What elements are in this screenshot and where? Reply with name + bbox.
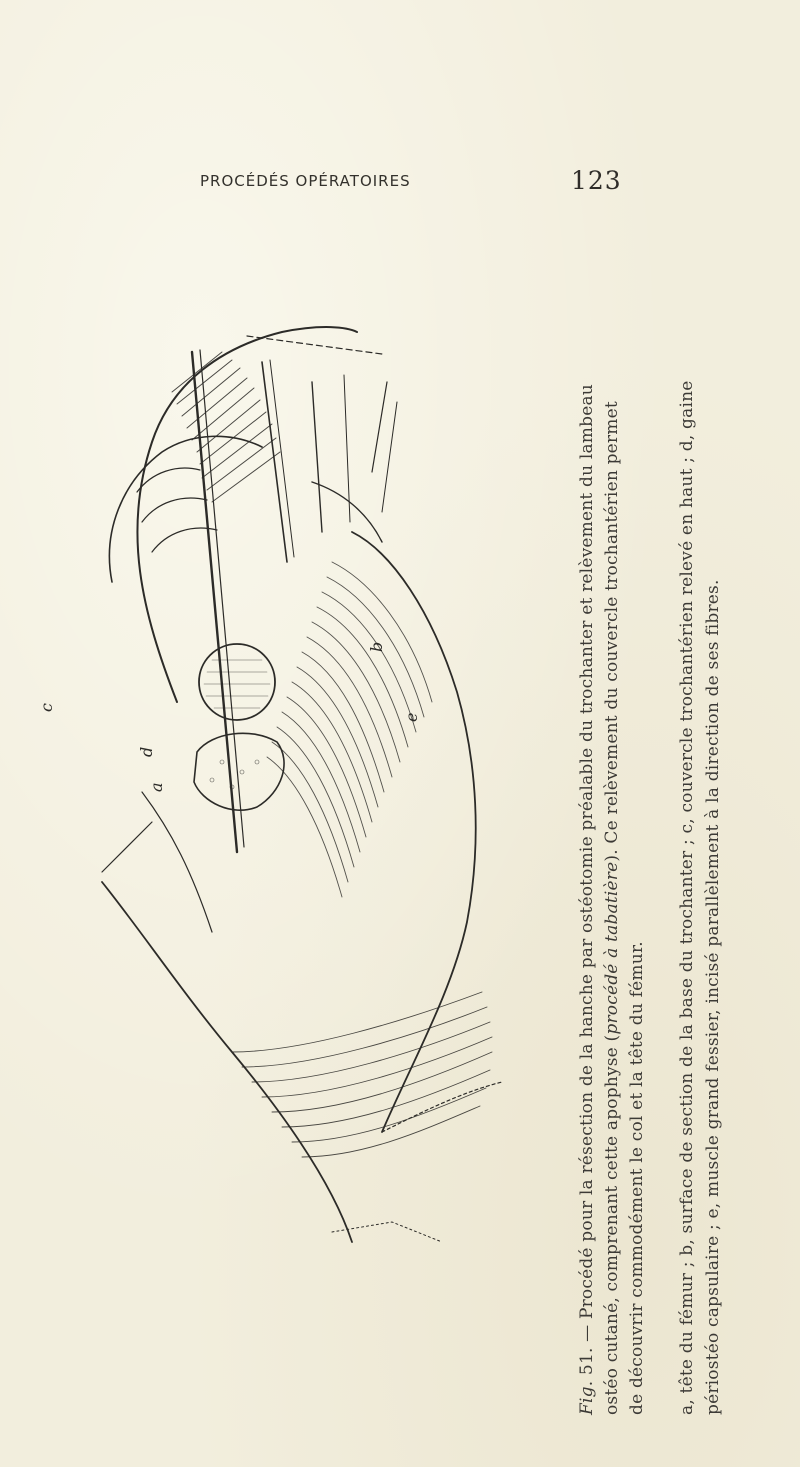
- femoral-head: [199, 644, 275, 720]
- gluteal-muscle-mass: [352, 532, 476, 1132]
- retractor-left: [192, 352, 237, 852]
- caption-line-2: ostéo cutané, comprenant cette apophyse (procédé à tabatière). Ce relèvement du couvercle trochantérien permet: [602, 401, 622, 1415]
- page-number: 123: [571, 166, 622, 195]
- legend-line-2: périostéo capsulaire ; e, muscle grand fessier, incisé parallèlement à la direction de ses fibres.: [703, 579, 723, 1415]
- caption-fig-label: Fig: [577, 1386, 597, 1415]
- caption-legend: [674, 0, 726, 1415]
- legend-line-1: a, tête du fémur ; b, surface de section de la base du trochanter ; c, couvercle trochantérien relevé en haut ; d, gaine: [677, 380, 697, 1415]
- thigh-outline: [102, 882, 352, 1242]
- caption-line-3: de découvrir commodément le col et la tête du fémur.: [627, 941, 647, 1415]
- label-d: d: [137, 746, 156, 757]
- figure-caption: [575, 0, 726, 1415]
- anatomical-illustration: [37, 232, 542, 1272]
- label-e: e: [402, 712, 421, 722]
- label-a: a: [147, 782, 166, 792]
- label-c: c: [37, 703, 56, 712]
- hip-resection-engraving: [37, 232, 542, 1272]
- caption-procedure-name: procédé à tabatière: [602, 861, 622, 1035]
- running-head: PROCÉDÉS OPÉRATOIRES: [200, 172, 411, 190]
- caption-line-1: [575, 0, 600, 1415]
- label-b: b: [367, 641, 386, 652]
- caption-line-1-text: . 51. — Procédé pour la résection de la hanche par ostéotomie préalable du trochanter et relèvement du lambeau: [577, 384, 597, 1387]
- trochanter-section: [194, 733, 284, 810]
